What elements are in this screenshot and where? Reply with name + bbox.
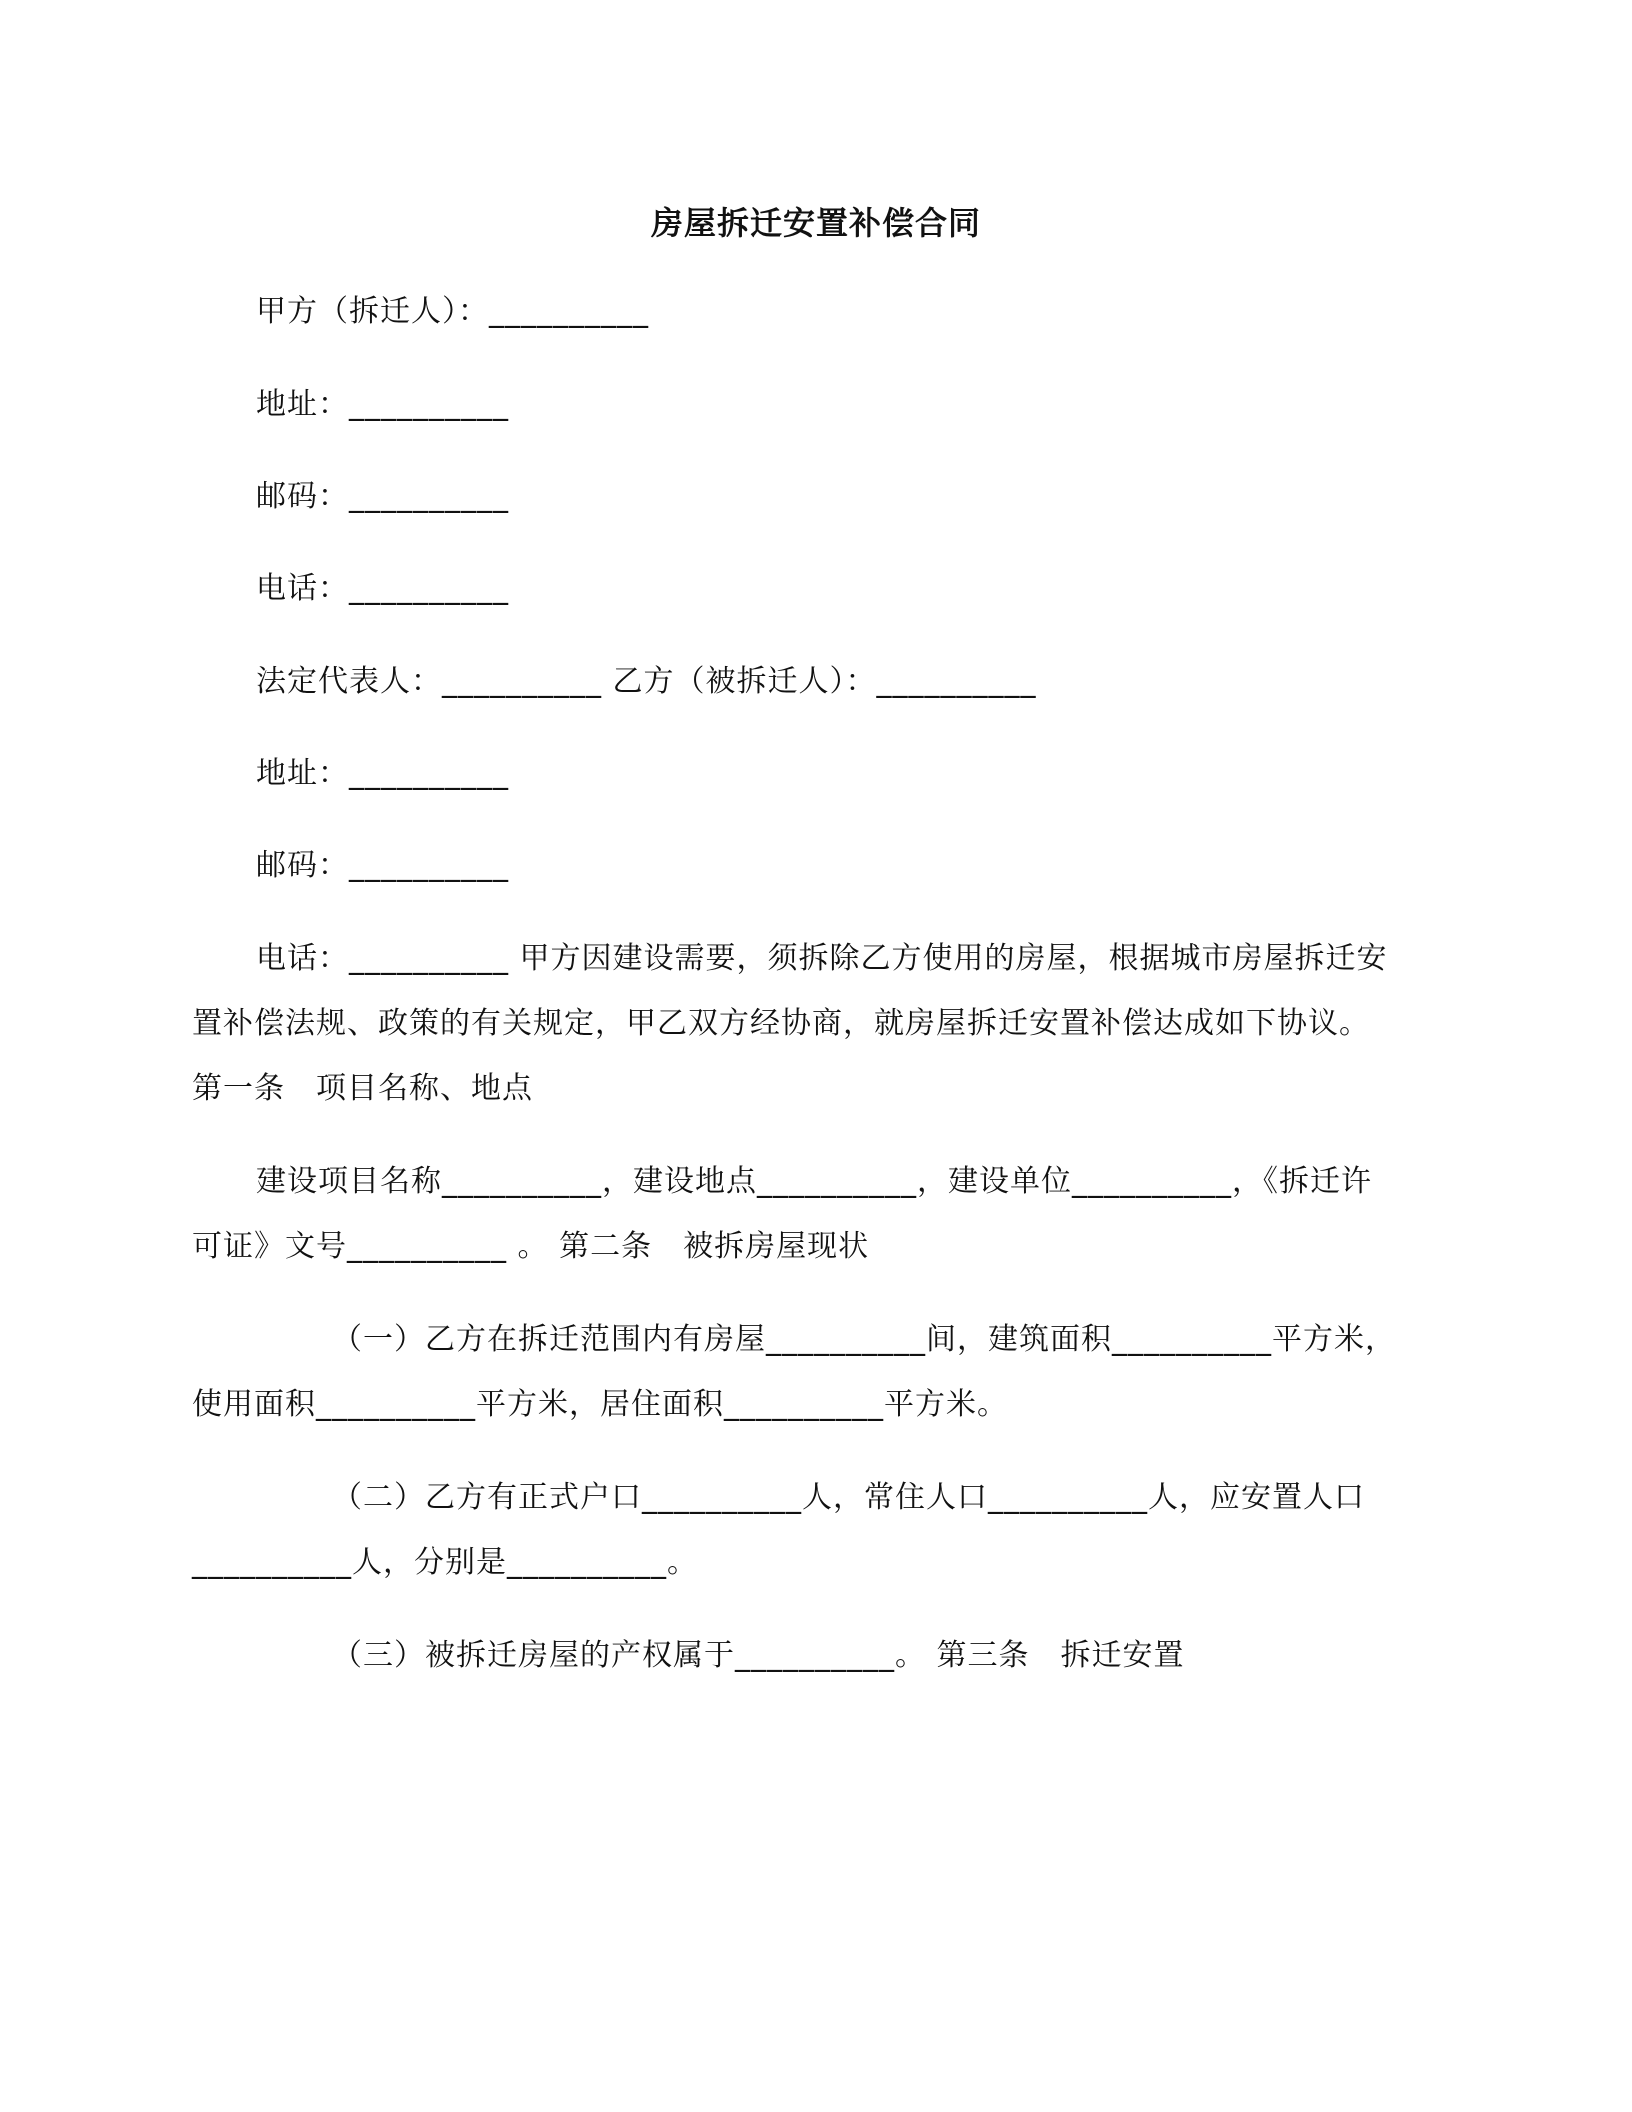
clause-one-continuation-line: 使用面积__________平方米，居住面积__________平方米。 [192,1387,1008,1422]
representative-and-party-b-line: 法定代表人：__________ 乙方（被拆迁人）：__________ [256,664,1037,699]
clause-three-and-article-three-line: （三）被拆迁房屋的产权属于__________。 第三条 拆迁安置 [332,1638,1185,1673]
party-a-name-line: 甲方（拆迁人）：__________ [256,294,649,329]
article-one-heading: 第一条 项目名称、地点 [192,1071,533,1106]
preamble-continuation-line: 置补偿法规、政策的有关规定，甲乙双方经协商，就房屋拆迁安置补偿达成如下协议。 [192,1006,1370,1041]
project-info-line: 建设项目名称__________，建设地点__________，建设单位__________，《拆迁许 [256,1164,1372,1199]
party-a-postcode-line: 邮码：__________ [256,479,509,514]
party-a-phone-line: 电话：__________ [256,571,509,606]
party-b-postcode-line: 邮码：__________ [256,848,509,883]
party-a-address-line: 地址：__________ [256,387,509,422]
party-b-phone-and-preamble-line: 电话：__________ 甲方因建设需要，须拆除乙方使用的房屋，根据城市房屋拆迁安 [256,941,1388,976]
clause-one-line: （一）乙方在拆迁范围内有房屋__________间，建筑面积__________平方米， [332,1322,1396,1357]
party-b-address-line: 地址：__________ [256,756,509,791]
permit-and-article-two-line: 可证》文号__________ 。 第二条 被拆房屋现状 [192,1229,870,1264]
document-title: 房屋拆迁安置补偿合同 [650,204,981,242]
clause-two-continuation-line: __________人，分别是__________。 [192,1545,698,1580]
clause-two-line: （二）乙方有正式户口__________人，常住人口__________人，应安置人口 [332,1480,1365,1515]
